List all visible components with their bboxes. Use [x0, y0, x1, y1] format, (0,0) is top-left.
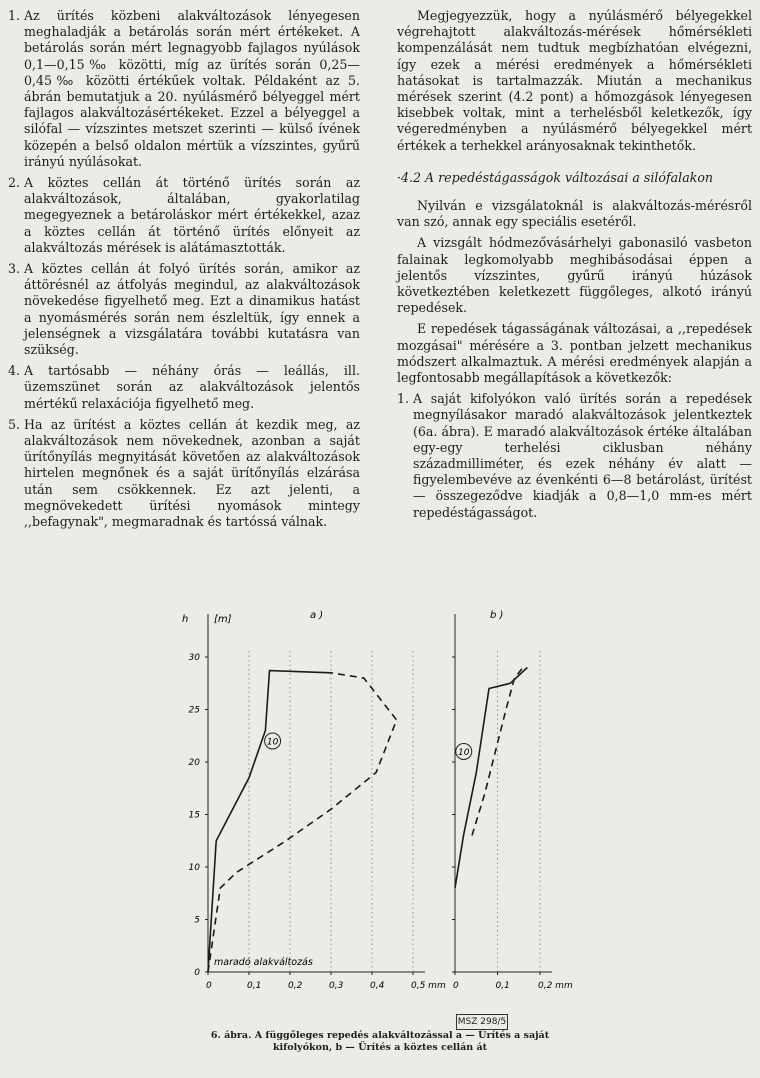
x-tick-label-a: 0,4: [370, 981, 385, 991]
intro-paragraph: Megjegyezzük, hogy a nyúlásmérő bélyegekkel végrehajtott alakváltozás-mérések hőmérsékleti kompenzálását nem tudtuk megbízhatóan elvégezni, így ezek a mérési eredmények a hőmérsékleti hatásokat is tartalmazzák. Miután a mechanikus mérések szerint (4.2 pont) a hőmozgások lényegesen kisebbek voltak, mint a terhelésből keletkezők, így végeredményben a nyúlásmérő bélyegekkel mért értékek a terhekkel arányosaknak tekinthetők.: [397, 8, 752, 153]
item-number: 4.: [8, 363, 21, 379]
list-item: [8, 363, 360, 412]
y-tick-label: 5: [194, 915, 200, 926]
item-number: 2.: [8, 175, 21, 191]
section-title: ·4.2 A repedéstágasságok változásai a silófalakon: [397, 169, 714, 185]
list-item: [8, 8, 360, 170]
panel-b-label: b ): [490, 610, 504, 621]
item-number: 3.: [8, 261, 21, 277]
item-text: Ha az ürítést a köztes cellán át kezdik meg, az alakváltozások nem növekednek, azonban a saját ürítőnyílás megnyitását követően az alakváltozások hirtelen megnőnek és a saját ürítőnyílás elzárása után sem csökkennek. Ez azt jelenti, a megnövekedett ürítési nyomások mintegy ,,befagynak", megmaradnak és tartóssá válnak.: [24, 416, 360, 530]
x-tick-label-a: 0,3: [329, 981, 344, 991]
y-unit-label: [m]: [214, 614, 232, 625]
item-number: 5.: [8, 416, 21, 432]
x-tick-label-a: 0,5 mm: [411, 981, 446, 991]
item-text: A köztes cellán át folyó ürítés során, amikor az áttörésnél az átfolyás megindul, az alakváltozások növekedése figyelhető meg. Ezt a dinamikus hatást a nyomásmérés során nem észleltük, így ennek a jelenségnek a vizsgálatára további kutatásra van szükség.: [24, 261, 360, 358]
figure-6: [170, 600, 590, 1000]
panel-a-label: a ): [310, 610, 324, 621]
right-column: [397, 8, 752, 526]
y-tick-label: 10: [188, 863, 200, 873]
y-axis-label: h: [182, 614, 189, 625]
curve-annotation: maradó alakváltozás: [214, 957, 313, 968]
item-text: A saját kifolyókon való ürítés során a repedések megnyílásakor maradó alakváltozások jelentkeztek (6a. ábra). E maradó alakváltozások értéke általában egy-egy terhelési ciklusban néhány századmilliméter, és ezek néhány év alatt — figyelembevéve az évenkénti 6—8 betárolást, ürítést — összegeződve kiadják a 0,8—1,0 mm-es mért repedéstágasságot.: [413, 391, 752, 520]
y-tick-label: 15: [188, 810, 200, 821]
x-tick-label-a: 0,1: [247, 981, 262, 991]
figure-caption: 6. ábra. A függőleges repedés alakváltozással a — Ürítés a saját kifolyókon, b — Ürítés a köztes cellán át: [210, 1030, 550, 1053]
x-tick-label-b: 0: [453, 981, 459, 991]
y-tick-label: 20: [188, 758, 200, 768]
list-item: [8, 175, 360, 256]
item-number: 1.: [8, 8, 21, 23]
item-text: Az ürítés közbeni alakváltozások lényegesen meghaladják a betárolás során mért értékeket. A betárolás során mért legnagyobb fajlagos nyúlások 0,1—0,15‰ közötti, míg az ürítés során 0,25—0,45‰ közötti értékűek voltak. Példaként az 5. ábrán bemutatjuk a 20. nyúlásmérő bélyeggel mért fajlagos alakváltozásértékeket. Ezzel a bélyeggel a silófal — vízszintes metszet szerinti — külső ívének közepén a belső oldalon mértük a vízszintes, gyűrű irányú nyúlásokat.: [24, 8, 360, 169]
x-tick-label-a: 0,2: [288, 981, 303, 991]
list-item: [397, 391, 752, 521]
item-text: A tartósabb — néhány órás — leállás, ill. üzemszünet során az alakváltozások jelentős mértékű relaxációja figyelhető meg.: [24, 363, 360, 411]
standard-stamp: MSZ 298/5: [456, 1014, 508, 1030]
series-line-a-dashed: [208, 673, 397, 972]
series-line-b-solid: [455, 668, 527, 889]
x-tick-label-b: 0,1: [495, 981, 510, 991]
item-text: A köztes cellán át történő ürítés során az alakváltozások, általában, gyakorlatilag megegyeznek a betároláskor mért értékekkel, azaz a köztes cellán át történő ürítés előnyeit az alakváltozás mérések is alátámasztották.: [24, 175, 360, 255]
series-line-a-solid: [208, 671, 331, 972]
y-tick-label: 25: [188, 705, 200, 716]
left-column: [8, 8, 360, 535]
y-tick-label: 0: [194, 968, 200, 978]
figure-svg: [170, 600, 590, 1000]
body-paragraph: Nyilván e vizsgálatoknál is alakváltozás-mérésről van szó, annak egy speciális esetéről.: [397, 198, 752, 230]
x-tick-label-a: 0: [206, 981, 212, 991]
list-item: [8, 261, 360, 358]
list-item: [8, 417, 360, 530]
y-tick-label: 30: [188, 653, 200, 663]
plot-layer: [189, 614, 573, 991]
body-paragraph: E repedések tágasságának változásai, a ,,repedések mozgásai" mérésére a 3. pontban jelzett mechanikus módszert alkalmaztuk. A mérési eredmények alapján a legfontosabb megállapítások a következők:: [397, 321, 752, 386]
item-number: 1.: [397, 391, 410, 407]
x-tick-label-b: 0,2 mm: [538, 981, 573, 991]
body-paragraph: A vizsgált hódmezővásárhelyi gabonasiló vasbeton falainak legkomolyabb meghibásodásai éppen a jelentős vízszintes, gyűrű irányú húzások következtében keletkezett függőleges, alkotó irányú repedések.: [397, 235, 752, 316]
curve-label-b: 10: [458, 748, 470, 758]
curve-label-a: 10: [266, 737, 279, 748]
